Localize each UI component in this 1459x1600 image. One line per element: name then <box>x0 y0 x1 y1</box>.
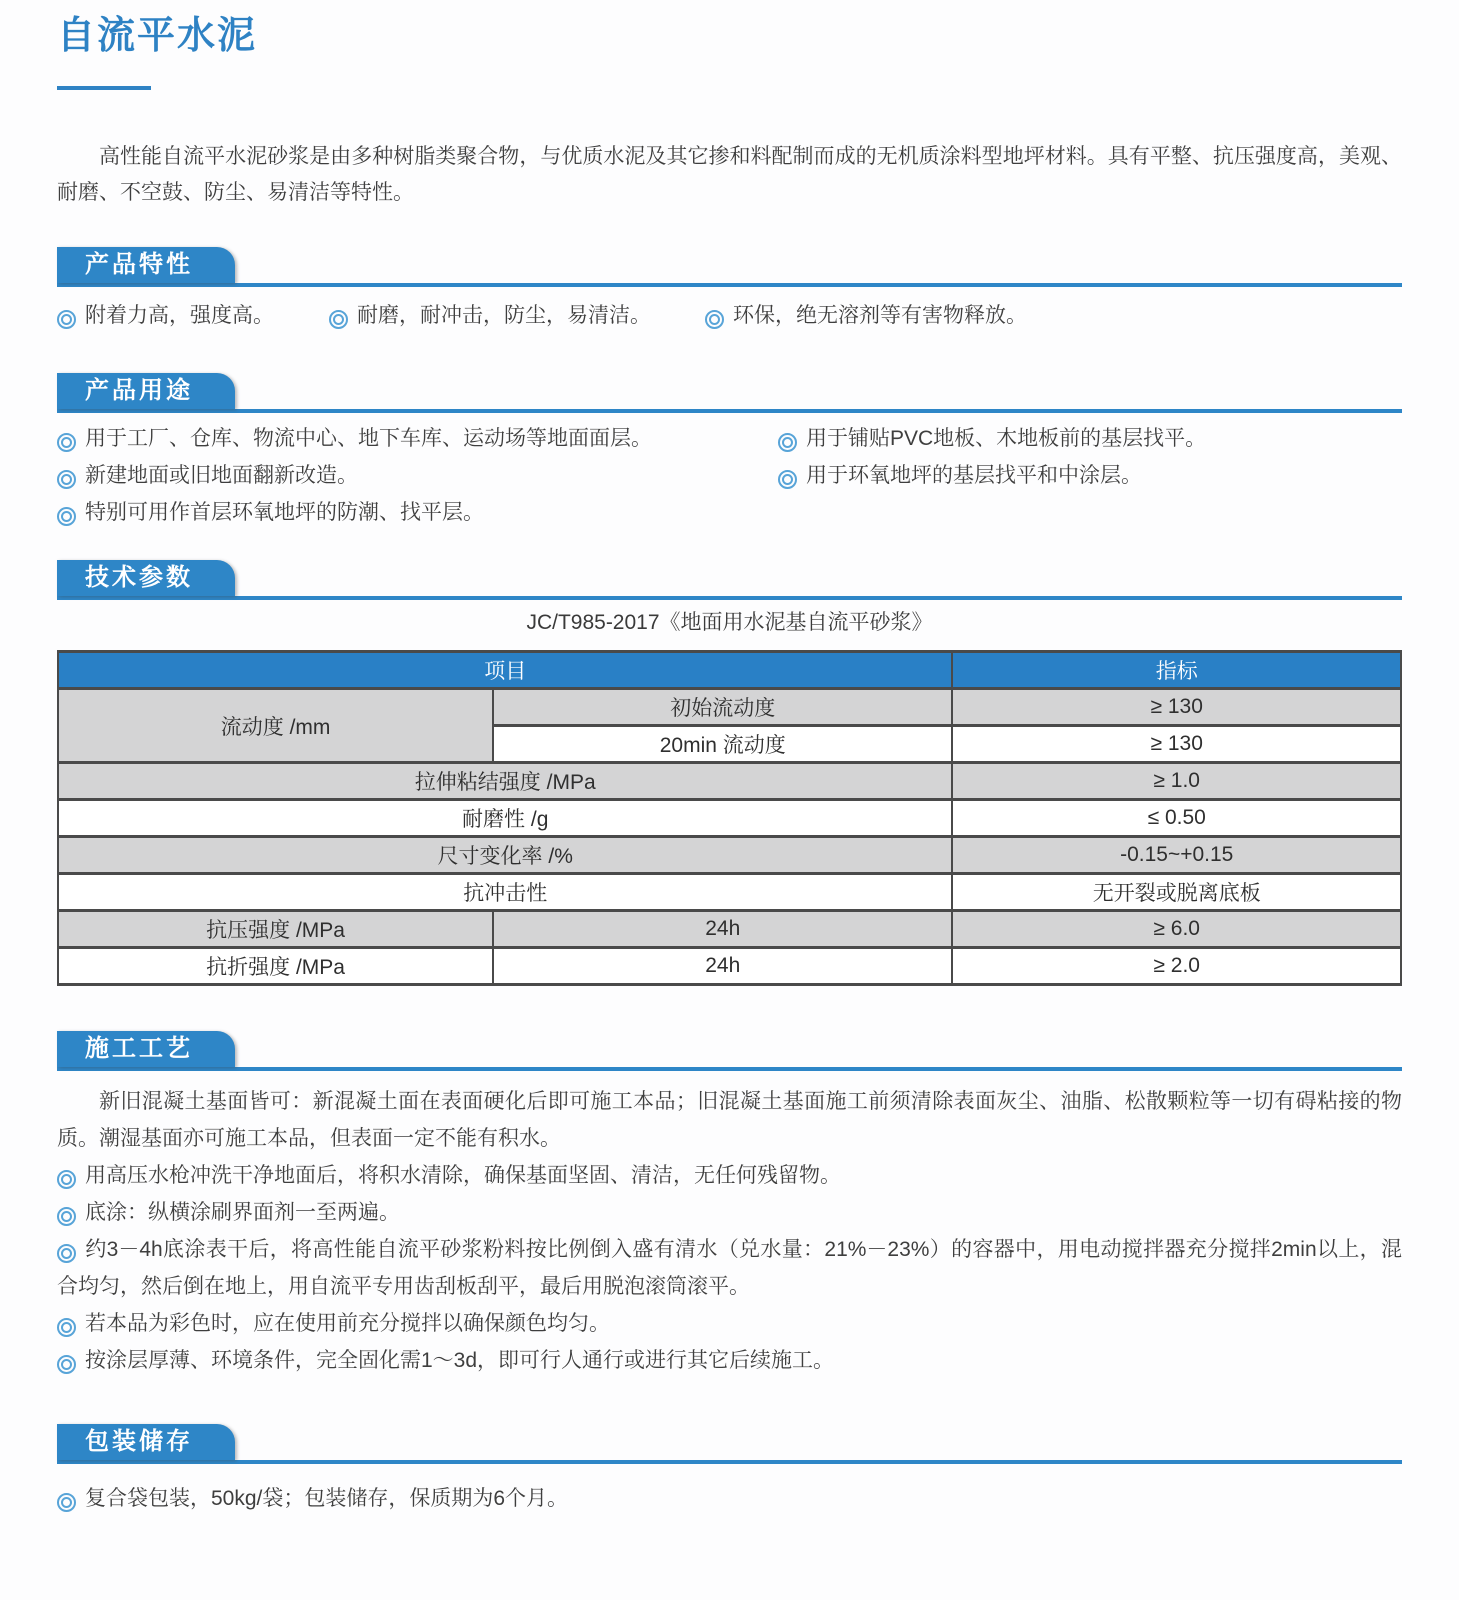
table-cell: 拉伸粘结强度 /MPa <box>58 763 952 800</box>
uses-list-right <box>778 420 1402 531</box>
packing-text <box>57 1480 1402 1517</box>
table-row <box>58 689 1401 726</box>
list-item <box>57 1157 1402 1194</box>
process-paragraph: 新旧混凝土基面皆可：新混凝土面在表面硬化后即可施工本品；旧混凝土基面施工前须清除表面灰尘、油脂、松散颗粒等一切有碍粘接的物质。潮湿基面亦可施工本品，但表面一定不能有积水。 <box>57 1090 1402 1150</box>
table-row <box>58 837 1401 874</box>
section-process <box>57 1031 1402 1379</box>
bullseye-icon <box>778 433 797 452</box>
bullseye-icon <box>329 310 348 329</box>
table-cell: 无开裂或脱离底板 <box>952 874 1401 911</box>
list-item-text: 用于工厂、仓库、物流中心、地下车库、运动场等地面面层。 <box>85 427 652 450</box>
table-cell: 耐磨性 /g <box>58 800 952 837</box>
table-cell: ≥ 2.0 <box>952 948 1401 985</box>
section-header-tech <box>57 560 1402 600</box>
section-header-packing <box>57 1424 1402 1464</box>
list-item-text: 耐磨，耐冲击，防尘，易清洁。 <box>357 304 651 327</box>
section-tab-uses <box>57 373 235 409</box>
table-cell: ≥ 130 <box>952 726 1401 763</box>
table-cell: 24h <box>493 948 952 985</box>
table-row <box>58 948 1401 985</box>
list-item-text: 若本品为彩色时，应在使用前充分搅拌以确保颜色均匀。 <box>85 1312 610 1335</box>
list-item <box>57 420 778 457</box>
section-heading-tech: 技术参数 <box>85 564 193 591</box>
features-list <box>57 297 1402 334</box>
process-text <box>57 1083 1402 1379</box>
table-cell: ≥ 1.0 <box>952 763 1401 800</box>
list-item <box>57 1194 1402 1231</box>
table-cell: 20min 流动度 <box>493 726 952 763</box>
table-cell: 尺寸变化率 /% <box>58 837 952 874</box>
bullseye-icon <box>57 1355 76 1374</box>
section-tab-process <box>57 1031 235 1067</box>
list-item <box>57 1231 1402 1305</box>
section-heading-uses: 产品用途 <box>85 377 193 404</box>
list-item-text: 新建地面或旧地面翻新改造。 <box>85 464 358 487</box>
list-item-text: 按涂层厚薄、环境条件，完全固化需1～3d，即可行人通行或进行其它后续施工。 <box>85 1349 835 1372</box>
table-cell: -0.15~+0.15 <box>952 837 1401 874</box>
bullseye-icon <box>57 470 76 489</box>
list-item <box>778 457 1402 494</box>
list-item <box>57 494 778 531</box>
section-heading-packing: 包装储存 <box>85 1428 193 1455</box>
bullseye-icon <box>57 1207 76 1226</box>
list-item-text: 复合袋包装，50kg/袋；包装储存，保质期为6个月。 <box>85 1487 569 1510</box>
uses-list <box>57 420 1402 531</box>
table-row <box>58 911 1401 948</box>
list-item <box>57 1342 1402 1379</box>
table-row <box>58 763 1401 800</box>
bullseye-icon <box>57 1170 76 1189</box>
list-item <box>57 1480 1402 1517</box>
section-tab-features <box>57 247 235 283</box>
table-cell: 抗压强度 /MPa <box>58 911 493 948</box>
list-item <box>57 457 778 494</box>
section-heading-features: 产品特性 <box>85 251 193 278</box>
table-header-index: 指标 <box>952 652 1401 689</box>
table-cell: 24h <box>493 911 952 948</box>
list-item-text: 环保，绝无溶剂等有害物释放。 <box>733 304 1027 327</box>
page-title: 自流平水泥 <box>57 15 258 57</box>
list-item-text: 特别可用作首层环氧地坪的防潮、找平层。 <box>85 501 484 524</box>
bullseye-icon <box>57 310 76 329</box>
uses-list-left <box>57 420 778 531</box>
table-row <box>58 800 1401 837</box>
list-item <box>329 297 705 334</box>
table-caption-standard: JC/T985-2017《地面用水泥基自流平砂浆》 <box>526 611 933 634</box>
list-item-text: 用于环氧地坪的基层找平和中涂层。 <box>806 464 1142 487</box>
section-uses <box>57 373 1402 531</box>
section-features <box>57 247 1402 334</box>
table-cell: 抗折强度 /MPa <box>58 948 493 985</box>
list-item-text: 约3－4h底涂表干后，将高性能自流平砂浆粉料按比例倒入盛有清水（兑水量：21%－23%）的容器中，用电动搅拌器充分搅拌2min以上，混合均匀，然后倒在地上，用自流平专用齿刮板刮平，最后用脱泡滚筒滚平。 <box>57 1238 1402 1298</box>
bullseye-icon <box>705 310 724 329</box>
table-header-row <box>58 652 1401 689</box>
list-item <box>705 297 1027 334</box>
list-item <box>778 420 1402 457</box>
table-cell: 流动度 /mm <box>58 689 493 763</box>
table-cell: ≥ 6.0 <box>952 911 1401 948</box>
bullseye-icon <box>57 1493 76 1512</box>
section-header-features <box>57 247 1402 287</box>
title-underline <box>57 86 151 90</box>
table-cell: ≥ 130 <box>952 689 1401 726</box>
list-item <box>57 297 329 334</box>
list-item <box>57 1305 1402 1342</box>
section-tech <box>57 560 1402 986</box>
list-item-text: 用于铺贴PVC地板、木地板前的基层找平。 <box>806 427 1207 450</box>
table-row <box>58 874 1401 911</box>
section-heading-process: 施工工艺 <box>85 1035 193 1062</box>
table-cell: 初始流动度 <box>493 689 952 726</box>
section-tab-packing <box>57 1424 235 1460</box>
spec-table <box>57 650 1402 986</box>
bullseye-icon <box>57 1244 76 1263</box>
list-item-text: 底涂：纵横涂刷界面剂一至两遍。 <box>85 1201 400 1224</box>
section-tab-tech <box>57 560 235 596</box>
table-header-item: 项目 <box>58 652 952 689</box>
bullseye-icon <box>57 1318 76 1337</box>
list-item-text: 用高压水枪冲洗干净地面后，将积水清除，确保基面坚固、清洁，无任何残留物。 <box>85 1164 841 1187</box>
bullseye-icon <box>57 433 76 452</box>
section-header-uses <box>57 373 1402 413</box>
table-cell: ≤ 0.50 <box>952 800 1401 837</box>
section-packing <box>57 1424 1402 1517</box>
section-header-process <box>57 1031 1402 1071</box>
list-item-text: 附着力高，强度高。 <box>85 304 274 327</box>
table-cell: 抗冲击性 <box>58 874 952 911</box>
bullseye-icon <box>778 470 797 489</box>
intro-paragraph: 高性能自流平水泥砂浆是由多种树脂类聚合物，与优质水泥及其它掺和料配制而成的无机质涂料型地坪材料。具有平整、抗压强度高，美观、耐磨、不空鼓、防尘、易清洁等特性。 <box>57 145 1402 204</box>
bullseye-icon <box>57 507 76 526</box>
